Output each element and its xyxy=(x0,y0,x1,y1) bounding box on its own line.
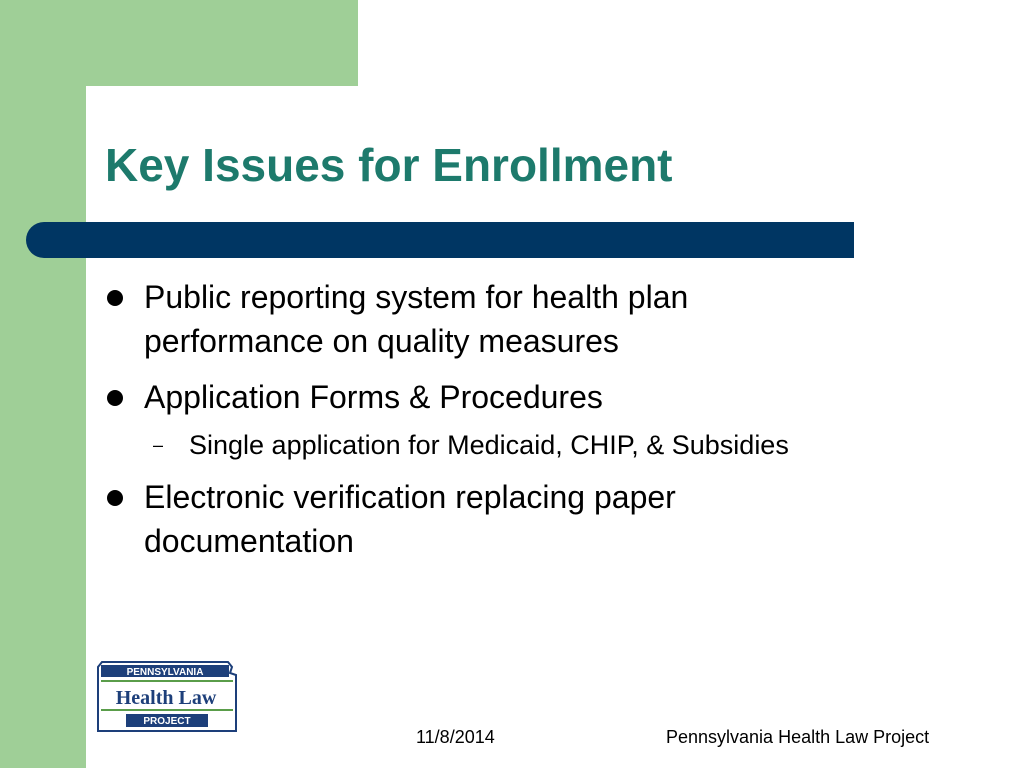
footer-date: 11/8/2014 xyxy=(416,727,495,747)
bullet-item xyxy=(105,475,845,563)
bullet-item xyxy=(105,275,845,363)
sub-bullet-item xyxy=(105,425,845,465)
footer-organization: Pennsylvania Health Law Project xyxy=(666,727,930,747)
slide-body xyxy=(105,275,845,575)
logo-green-stripe-bottom xyxy=(101,709,233,711)
bullet-text: Public reporting system for health plan performance on quality measures xyxy=(144,279,689,359)
green-frame-top xyxy=(0,0,358,86)
bullet-dot-icon xyxy=(107,290,123,306)
pennsylvania-health-law-project-logo xyxy=(96,661,238,733)
green-frame-left xyxy=(0,0,86,768)
bullet-item xyxy=(105,375,845,419)
logo-green-stripe-top xyxy=(101,680,233,682)
logo-line-2: Health Law xyxy=(115,687,217,709)
sub-bullet-text: Single application for Medicaid, CHIP, & Subsidies xyxy=(189,430,789,460)
logo-line-1: PENNSYLVANIA xyxy=(126,667,204,678)
bullet-dot-icon xyxy=(107,390,123,406)
bullet-dot-icon xyxy=(107,490,123,506)
bullet-text: Application Forms & Procedures xyxy=(144,379,603,415)
logo-line-3: PROJECT xyxy=(143,716,191,727)
sub-bullet-dash-icon: – xyxy=(153,435,164,455)
slide-title: Key Issues for Enrollment xyxy=(105,139,673,191)
bullet-text: Electronic verification replacing paper documentation xyxy=(144,479,676,559)
title-underline-bar xyxy=(26,222,854,258)
